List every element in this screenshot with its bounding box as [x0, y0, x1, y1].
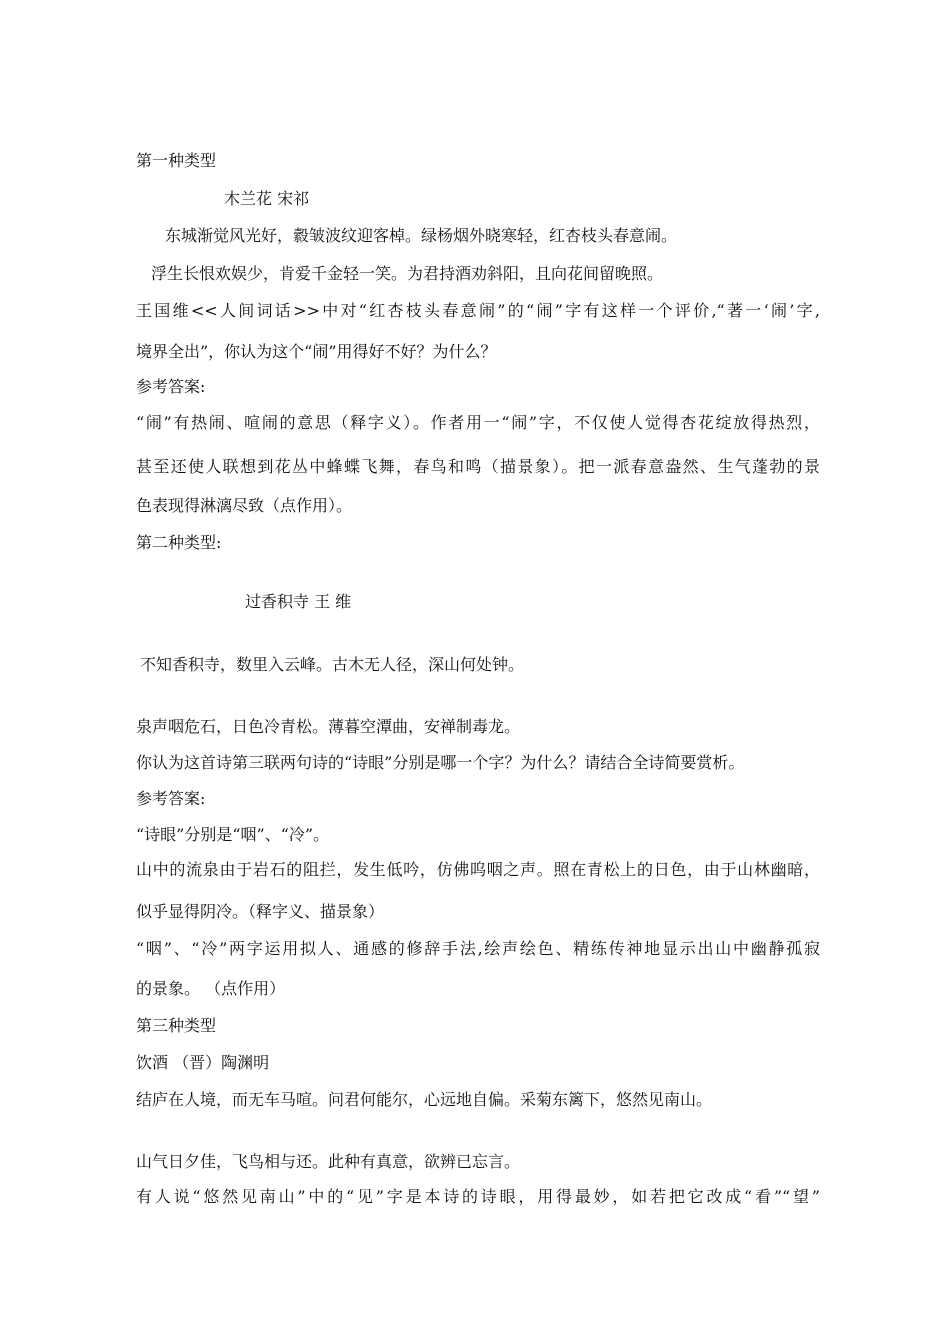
section3-poem-line-1: 结庐在人境，而无车马喧。问君何能尔，心远地自偏。采菊东篱下，悠然见南山。 — [136, 1090, 713, 1109]
section2-answer-line-5: 的景象。 （点作用） — [136, 979, 286, 998]
section3-heading: 第三种类型 — [136, 1016, 217, 1035]
section2-answer-line-4: “咽”、“冷”两字运用拟人、通感的修辞手法,绘声绘色、精练传神地显示出山中幽静孤寂 — [136, 939, 820, 958]
section3-poem-line-2: 山气日夕佳，飞鸟相与还。此种有真意，欲辨已忘言。 — [136, 1152, 521, 1171]
section3-question-line-1: 有人说“悠然见南山”中的“见”字是本诗的诗眼，用得最妙，如若把它改成“看”“望” — [136, 1187, 820, 1206]
section2-heading: 第二种类型: — [136, 533, 222, 552]
section2-answer-line-1: “诗眼”分别是“咽”、“冷”。 — [136, 825, 330, 844]
section1-poem-line-2: 浮生长恨欢娱少，肯爱千金轻一笑。为君持酒劝斜阳，且向花间留晚照。 — [151, 264, 664, 283]
section2-poem-line-1: 不知香积寺，数里入云峰。古木无人径，深山何处钟。 — [140, 655, 525, 674]
section1-answer-label: 参考答案: — [136, 377, 206, 396]
section2-answer-line-3: 似乎显得阴冷。（释字义、描景象） — [136, 902, 385, 921]
section1-poem-line-1: 东城渐觉风光好，縠皱波纹迎客棹。绿杨烟外晓寒轻，红杏枝头春意闹。 — [165, 226, 678, 245]
section1-answer-line-3: 色表现得淋漓尽致（点作用）。 — [136, 496, 353, 515]
section1-answer-line-2: 甚至还使人联想到花丛中蜂蝶飞舞，春鸟和鸣（描景象）。把一派春意盎然、生气蓬勃的景 — [136, 457, 820, 476]
section1-question-line-2: 境界全出”，你认为这个“闹”用得好不好？为什么？ — [136, 342, 497, 361]
section1-poem-title: 木兰花 宋祁 — [224, 189, 310, 208]
section1-answer-line-1: “闹”有热闹、喧闹的意思（释字义）。作者用一“闹”字，不仅使人觉得杏花绽放得热烈， — [136, 413, 820, 432]
section2-poem-line-2: 泉声咽危石，日色冷青松。薄暮空潭曲，安禅制毒龙。 — [136, 717, 521, 736]
section2-answer-label: 参考答案: — [136, 789, 206, 808]
section1-question-line-1: 王国维<<人间词话>>中对“红杏枝头春意闹”的“闹”字有这样一个评价,“著一‘闹’字, — [136, 301, 820, 320]
section2-answer-line-2: 山中的流泉由于岩石的阻拦，发生低吟，仿佛呜咽之声。照在青松上的日色，由于山林幽暗， — [136, 860, 820, 879]
section2-question: 你认为这首诗第三联两句诗的“诗眼”分别是哪一个字？为什么？请结合全诗简要赏析。 — [136, 753, 745, 772]
section3-poem-title: 饮酒 （晋）陶渊明 — [136, 1053, 270, 1072]
section1-heading: 第一种类型 — [136, 151, 217, 170]
section2-poem-title: 过香积寺 王 维 — [245, 592, 352, 611]
